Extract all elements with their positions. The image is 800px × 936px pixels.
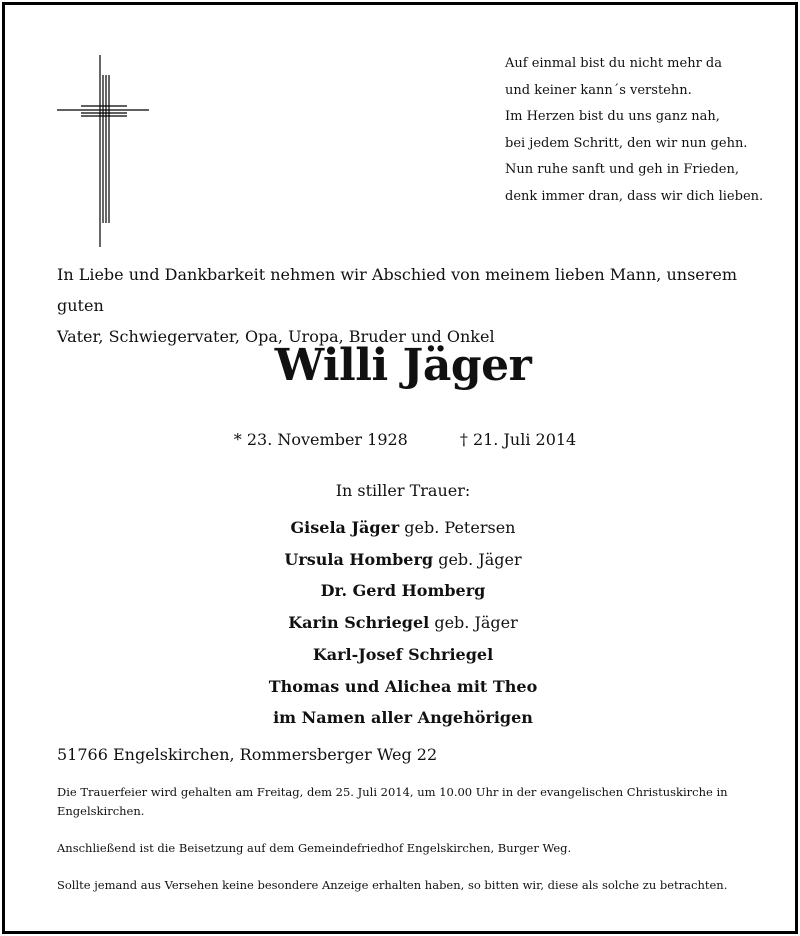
cross-icon [57, 55, 149, 247]
intro-line: In Liebe und Dankbarkeit nehmen wir Abschied von meinem lieben Mann, unserem guten [57, 265, 738, 315]
announcement-note: Sollte jemand aus Versehen keine besondere Anzeige erhalten haben, so bitten wir, diese als solche zu betrachten. [57, 878, 728, 892]
mourner-name: Karin Schriegel [288, 613, 430, 633]
birth-date: * 23. November 1928 [233, 430, 408, 449]
intro-text [57, 259, 757, 352]
mourner-name: Dr. Gerd Homberg [320, 581, 486, 601]
mourner [5, 575, 800, 607]
family-address: 51766 Engelskirchen, Rommersberger Weg 22 [57, 745, 438, 764]
mourner [5, 671, 800, 703]
mourner-name: Ursula Homberg [284, 549, 434, 569]
intro-line: Vater, Schwiegervater, Opa, Uropa, Bruder und Onkel [57, 327, 495, 346]
mourner [5, 702, 800, 734]
mourners-list [5, 512, 800, 734]
poem-line: Im Herzen bist du uns ganz nah, [505, 109, 720, 124]
obituary-notice [2, 2, 798, 934]
life-dates [5, 430, 800, 449]
poem-line: bei jedem Schritt, den wir nun gehn. [505, 135, 748, 151]
mourner-name: Gisela Jäger [290, 518, 400, 537]
mourner-suffix: geb. Petersen [399, 518, 516, 537]
funeral-service-note: Die Trauerfeier wird gehalten am Freitag, dem 25. Juli 2014, um 10.00 Uhr in der evangelischen Christuskirche in Engelskirchen. [57, 785, 728, 818]
mourner-name: Thomas und Alichea mit Theo [268, 676, 538, 696]
deceased-name: Willi Jäger [274, 340, 532, 391]
poem [505, 51, 763, 210]
mourner-name: im Namen aller Angehörigen [273, 708, 533, 728]
mourner-suffix: geb. Jäger [433, 549, 522, 569]
mourning-heading: In stiller Trauer: [335, 481, 471, 500]
burial-note: Anschließend ist die Beisetzung auf dem Gemeindefriedhof Engelskirchen, Burger Weg. [57, 841, 572, 855]
mourner [5, 607, 800, 639]
poem-line: Nun ruhe sanft und geh in Frieden, [505, 162, 739, 177]
mourner-suffix: geb. Jäger [429, 613, 518, 633]
mourner-name: Karl-Josef Schriegel [312, 644, 494, 664]
poem-line: denk immer dran, dass wir dich lieben. [505, 188, 764, 204]
death-date: † 21. Juli 2014 [459, 430, 577, 449]
mourner [5, 639, 800, 671]
mourner [5, 512, 800, 544]
poem-line: Auf einmal bist du nicht mehr da [505, 56, 722, 71]
poem-line: und keiner kann´s verstehn. [505, 82, 692, 98]
funeral-notes [57, 783, 757, 913]
mourner [5, 544, 800, 576]
